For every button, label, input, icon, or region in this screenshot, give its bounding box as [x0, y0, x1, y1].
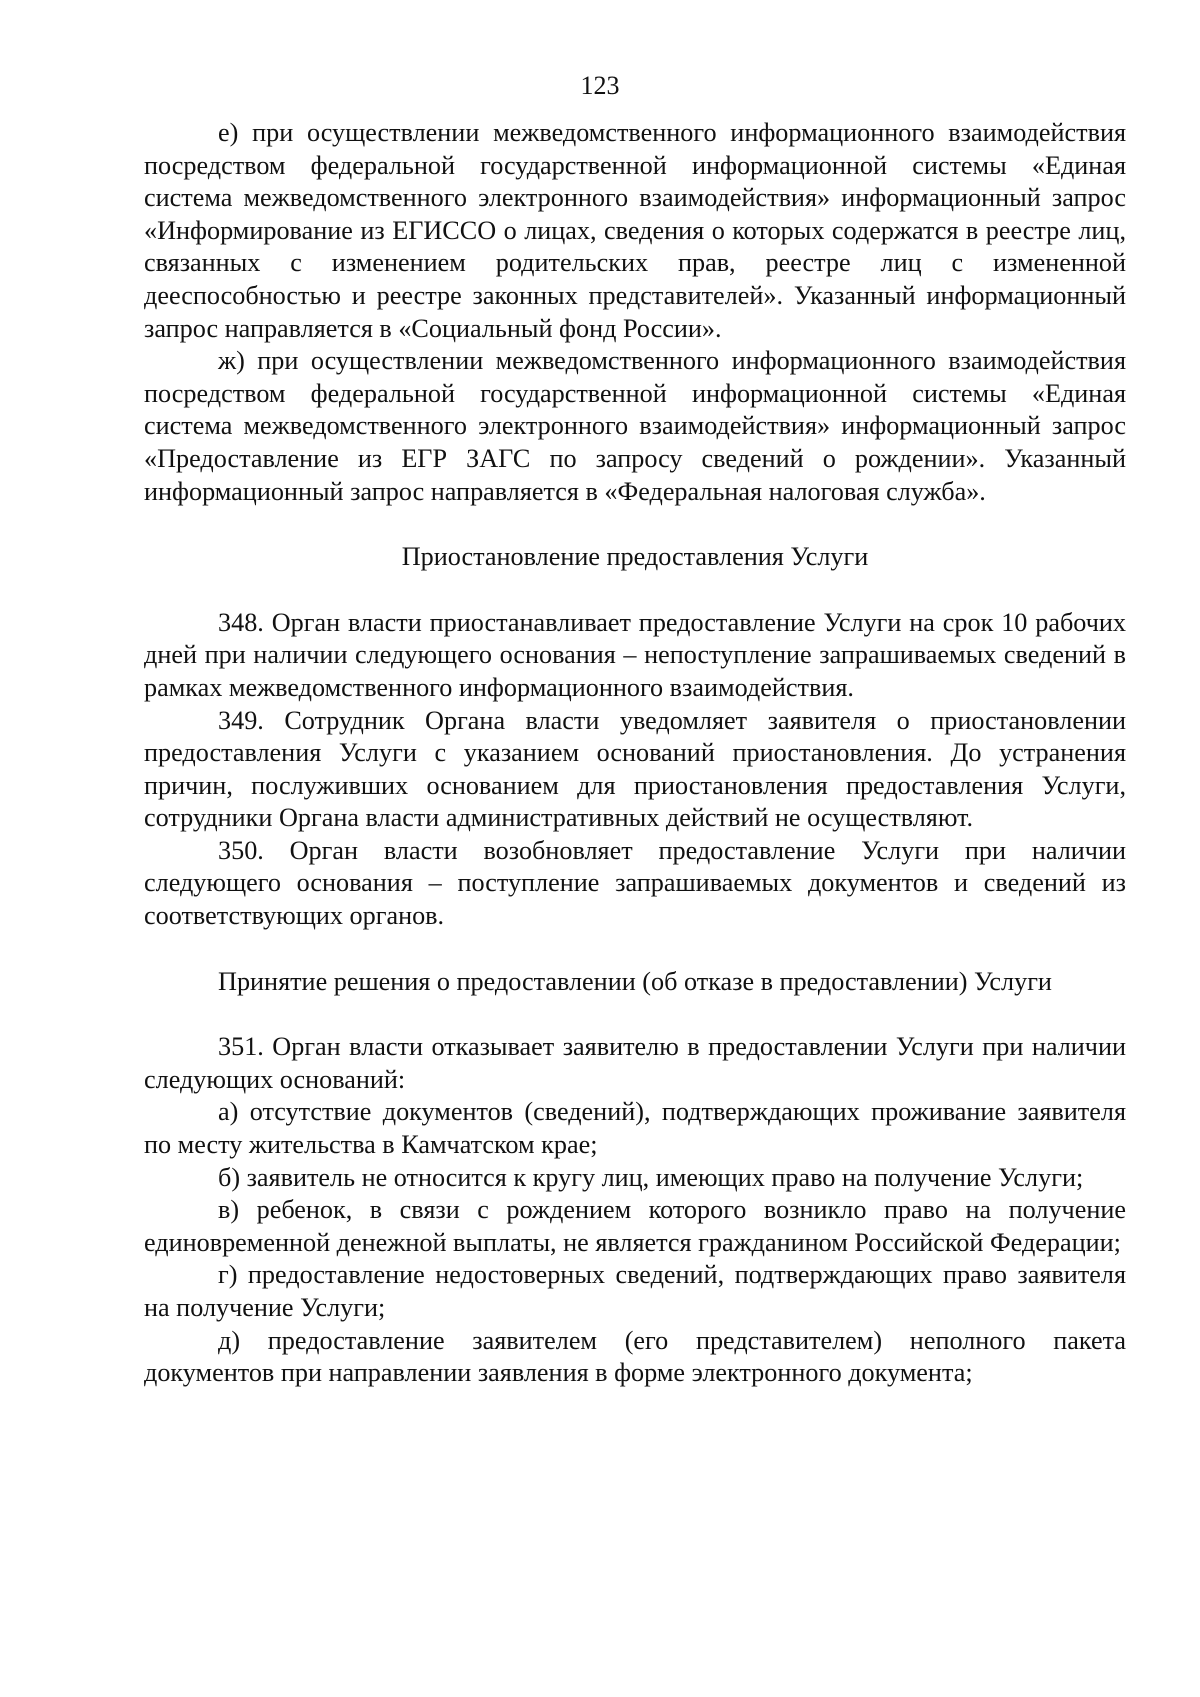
page-number: 123 [580, 71, 620, 100]
section-heading-suspension: Приостановление предоставления Услуги [401, 542, 869, 572]
paragraph-351-d: д) предоставление заявителем (его представителем) неполного пакета документов при направлении заявления в форме электронного документа; [144, 1325, 1126, 1388]
paragraph-item-zh: ж) при осуществлении межведомственного информационного взаимодействия посредством федеральной государственной информационной системы «Единая система межведомственного электронного взаимодействия» информационный запрос «Предоставление из ЕГР ЗАГС по запросу сведений о рождении». Указанный информационный запрос направляется в «Федеральная налоговая служба». [144, 346, 1126, 506]
paragraph-351-g: г) предоставление недостоверных сведений, подтверждающих право заявителя на получение Услуги; [144, 1260, 1126, 1322]
paragraph-348: 348. Орган власти приостанавливает предоставление Услуги на срок 10 рабочих дней при наличии следующего основания – непоступление запрашиваемых сведений в рамках межведомственного информационного взаимодействия. [144, 607, 1126, 702]
paragraph-350: 350. Орган власти возобновляет предоставление Услуги при наличии следующего основания – поступление запрашиваемых документов и сведений из соответствующих органов. [144, 835, 1126, 931]
paragraph-351-a: а) отсутствие документов (сведений), подтверждающих проживание заявителя по месту жительства в Камчатском крае; [144, 1097, 1126, 1160]
document-body [144, 117, 1126, 1390]
paragraph-351: 351. Орган власти отказывает заявителю в предоставлении Услуги при наличии следующих оснований: [144, 1032, 1126, 1094]
paragraph-351-v: в) ребенок, в связи с рождением которого возникло право на получение единовременной денежной выплаты, не является гражданином Российской Федерации; [144, 1195, 1126, 1257]
paragraph-349: 349. Сотрудник Органа власти уведомляет заявителя о приостановлении предоставления Услуги с указанием оснований приостановления. До устранения причин, послуживших основанием для приостановления предоставления Услуги, сотрудники Органа власти административных действий не осуществляют. [144, 705, 1126, 833]
section-heading-decision: Принятие решения о предоставлении (об отказе в предоставлении) Услуги [218, 966, 1052, 996]
paragraph-351-b: б) заявитель не относится к кругу лиц, имеющих право на получение Услуги; [218, 1162, 1084, 1192]
paragraph-item-e: е) при осуществлении межведомственного информационного взаимодействия посредством федеральной государственной информационной системы «Единая система межведомственного электронного взаимодействия» информационный запрос «Информирование из ЕГИССО о лицах, сведения о которых содержатся в реестре лиц, связанных с изменением родительских прав, реестре лиц с измененной дееспособностью и реестре законных представителей». Указанный информационный запрос направляется в «Социальный фонд России». [144, 118, 1126, 343]
